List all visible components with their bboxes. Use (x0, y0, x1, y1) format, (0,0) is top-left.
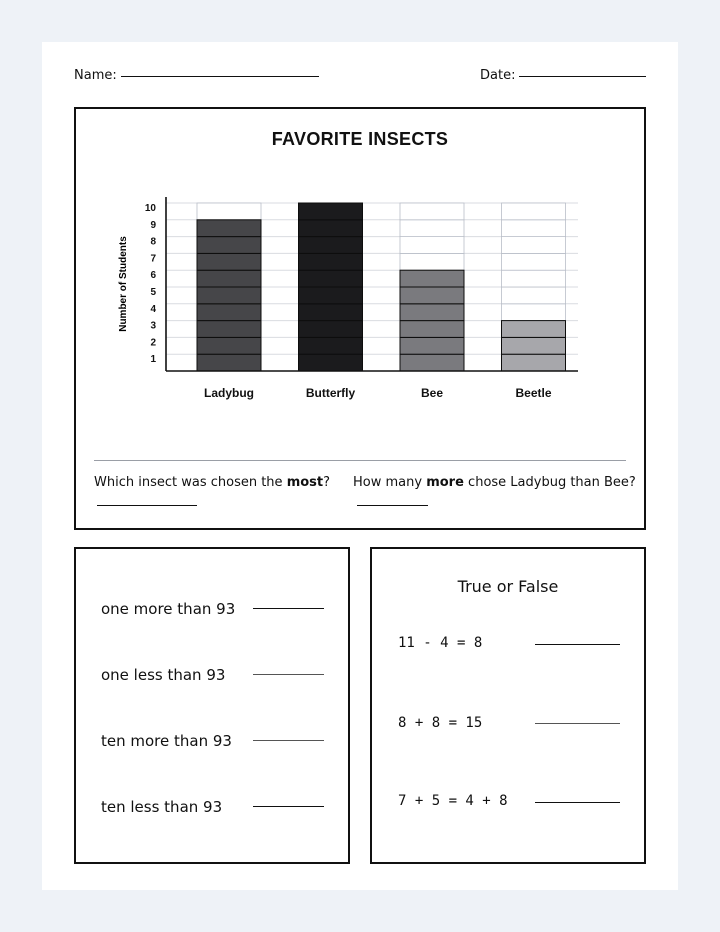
empty-cell (502, 287, 566, 304)
answer-line[interactable] (535, 802, 620, 803)
y-tick-label: 9 (150, 219, 156, 231)
y-tick-label: 1 (150, 354, 156, 366)
divider (94, 460, 626, 461)
bar-chart (76, 109, 644, 409)
y-tick-label: 7 (150, 253, 156, 265)
y-tick-label: 10 (144, 203, 156, 214)
empty-cell (400, 203, 464, 220)
empty-cell (502, 270, 566, 287)
empty-cell (502, 304, 566, 321)
bar-ladybug (197, 220, 261, 237)
empty-cell (400, 253, 464, 270)
answer-line-most[interactable] (97, 505, 197, 506)
equation: 7 + 5 = 4 + 8 (398, 793, 508, 809)
bar-ladybug (197, 337, 261, 354)
bar-ladybug (197, 354, 261, 371)
bar-butterfly (299, 237, 363, 254)
date-label: Date: (480, 68, 516, 83)
name-label: Name: (74, 68, 117, 83)
question-more: How many more chose Ladybug than Bee? (353, 475, 636, 490)
bar-beetle (502, 321, 566, 338)
y-tick-label: 5 (150, 287, 156, 298)
bar-bee (400, 270, 464, 287)
answer-line[interactable] (253, 740, 324, 741)
answer-line-more[interactable] (357, 505, 428, 506)
empty-cell (400, 220, 464, 237)
place-value-question: one more than 93 (101, 600, 236, 618)
bar-ladybug (197, 304, 261, 321)
bar-butterfly (299, 337, 363, 354)
bar-bee (400, 304, 464, 321)
x-tick-label: Bee (420, 386, 444, 400)
x-tick-label: Ladybug (204, 386, 254, 400)
bar-butterfly (299, 354, 363, 371)
y-axis-label: Number of Students (118, 236, 129, 332)
bar-butterfly (299, 287, 363, 304)
bar-bee (400, 321, 464, 338)
empty-cell (400, 237, 464, 254)
empty-cell (502, 253, 566, 270)
bar-bee (400, 354, 464, 371)
true-false-box (370, 547, 646, 864)
empty-cell (502, 220, 566, 237)
bar-butterfly (299, 304, 363, 321)
y-tick-label: 8 (150, 236, 156, 248)
place-value-box (74, 547, 350, 864)
empty-cell (502, 203, 566, 220)
chart-box (74, 107, 646, 530)
name-field-line[interactable] (121, 76, 319, 77)
x-tick-label: Beetle (515, 386, 552, 400)
y-tick-label: 3 (150, 320, 156, 332)
bar-ladybug (197, 237, 261, 254)
bar-ladybug (197, 321, 261, 338)
bar-bee (400, 287, 464, 304)
x-tick-label: Butterfly (305, 386, 356, 400)
answer-line[interactable] (253, 608, 324, 609)
bar-ladybug (197, 287, 261, 304)
y-tick-label: 6 (150, 270, 156, 282)
bar-beetle (502, 354, 566, 371)
bar-beetle (502, 337, 566, 354)
bar-butterfly (299, 253, 363, 270)
y-tick-label: 2 (150, 337, 156, 349)
place-value-question: ten less than 93 (101, 798, 223, 816)
worksheet (42, 42, 678, 890)
answer-line[interactable] (253, 674, 324, 675)
bar-butterfly (299, 203, 363, 220)
answer-line[interactable] (535, 644, 620, 645)
place-value-question: ten more than 93 (101, 732, 232, 750)
question-most: Which insect was chosen the most? (94, 475, 331, 490)
equation: 11 - 4 = 8 (398, 635, 483, 651)
place-value-question: one less than 93 (101, 666, 226, 684)
bar-bee (400, 337, 464, 354)
date-field-line[interactable] (519, 76, 646, 77)
true-false-title: True or False (457, 577, 559, 596)
empty-cell (197, 203, 261, 220)
bar-ladybug (197, 270, 261, 287)
chart-title: FAVORITE INSECTS (271, 129, 449, 149)
bar-ladybug (197, 253, 261, 270)
answer-line[interactable] (535, 723, 620, 724)
bar-butterfly (299, 321, 363, 338)
bar-butterfly (299, 270, 363, 287)
empty-cell (502, 237, 566, 254)
y-tick-label: 4 (150, 303, 156, 315)
equation: 8 + 8 = 15 (398, 715, 483, 731)
answer-line[interactable] (253, 806, 324, 807)
bar-butterfly (299, 220, 363, 237)
